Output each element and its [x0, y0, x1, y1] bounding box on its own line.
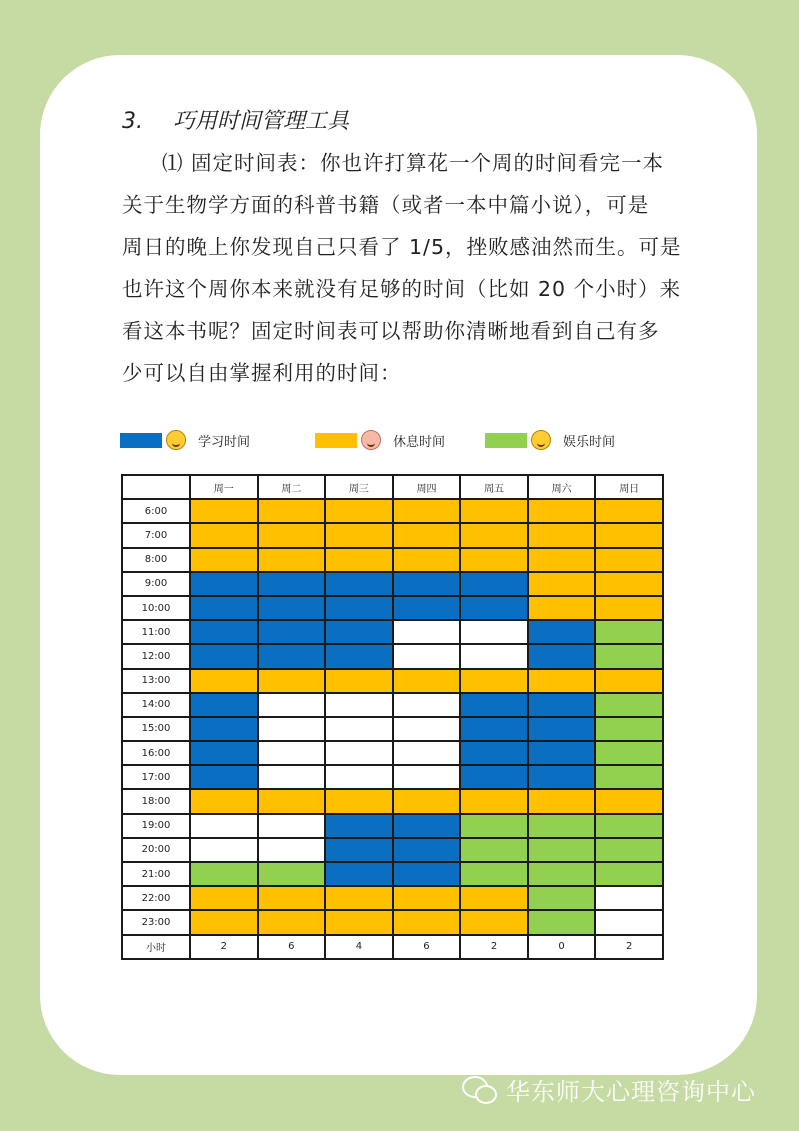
schedule-row: [122, 814, 663, 838]
paragraph-line: 也许这个周你本来就没有足够的时间（比如 20 个小时）来: [122, 277, 682, 301]
schedule-cell: [258, 765, 326, 789]
schedule-cell: [393, 789, 461, 813]
schedule-cell: [393, 910, 461, 934]
legend-label: 学习时间: [198, 434, 251, 450]
schedule-row: [122, 669, 663, 693]
schedule-cell: [325, 596, 393, 620]
header-row: [122, 475, 663, 499]
schedule-cell: [595, 693, 663, 717]
schedule-cell: [190, 572, 258, 596]
hours-value: 6: [393, 935, 461, 959]
schedule-cell: [528, 862, 596, 886]
schedule-cell: [258, 596, 326, 620]
pig-face-icon: [361, 430, 381, 450]
time-label: 10:00: [122, 596, 190, 620]
schedule-cell: [258, 620, 326, 644]
schedule-row: [122, 548, 663, 572]
time-label: 15:00: [122, 717, 190, 741]
schedule-cell: [460, 717, 528, 741]
schedule-cell: [190, 741, 258, 765]
schedule-cell: [258, 693, 326, 717]
paragraph-line: 关于生物学方面的科普书籍（或者一本中篇小说），可是: [122, 193, 650, 217]
section-number: 3.: [122, 109, 143, 134]
day-header: 周六: [528, 475, 596, 499]
watermark: [462, 1072, 756, 1107]
schedule-cell: [393, 838, 461, 862]
time-label: 7:00: [122, 523, 190, 547]
day-header: 周日: [595, 475, 663, 499]
paragraph-line: 少可以自由掌握利用的时间：: [122, 361, 402, 385]
schedule-row: [122, 499, 663, 523]
schedule-cell: [393, 523, 461, 547]
hours-value: 4: [325, 935, 393, 959]
schedule-cell: [460, 572, 528, 596]
schedule-cell: [393, 741, 461, 765]
schedule-cell: [258, 862, 326, 886]
schedule-cell: [190, 717, 258, 741]
schedule-cell: [393, 669, 461, 693]
schedule-cell: [528, 499, 596, 523]
schedule-cell: [595, 644, 663, 668]
schedule-cell: [190, 596, 258, 620]
legend-swatch: [485, 433, 527, 448]
schedule-row: [122, 572, 663, 596]
legend-label: 娱乐时间: [563, 434, 616, 450]
schedule-cell: [393, 814, 461, 838]
schedule-cell: [460, 886, 528, 910]
time-label: 9:00: [122, 572, 190, 596]
schedule-cell: [258, 886, 326, 910]
schedule-cell: [460, 789, 528, 813]
schedule-cell: [460, 596, 528, 620]
schedule-cell: [393, 862, 461, 886]
schedule-cell: [325, 765, 393, 789]
schedule-cell: [595, 523, 663, 547]
schedule-cell: [528, 572, 596, 596]
schedule-cell: [325, 789, 393, 813]
time-label: 16:00: [122, 741, 190, 765]
schedule-row: [122, 644, 663, 668]
schedule-cell: [258, 789, 326, 813]
day-header: 周四: [393, 475, 461, 499]
schedule-cell: [190, 644, 258, 668]
schedule-cell: [528, 741, 596, 765]
schedule-cell: [325, 741, 393, 765]
schedule-row: [122, 765, 663, 789]
schedule-cell: [460, 644, 528, 668]
schedule-cell: [393, 717, 461, 741]
schedule-cell: [595, 910, 663, 934]
time-label: 13:00: [122, 669, 190, 693]
schedule-cell: [528, 814, 596, 838]
hours-value: 6: [258, 935, 326, 959]
schedule-cell: [190, 548, 258, 572]
time-label: 18:00: [122, 789, 190, 813]
schedule-cell: [325, 814, 393, 838]
schedule-cell: [595, 572, 663, 596]
schedule-cell: [528, 910, 596, 934]
schedule-row: [122, 717, 663, 741]
schedule-cell: [393, 693, 461, 717]
legend-item-study: [120, 430, 250, 450]
schedule-cell: [528, 789, 596, 813]
schedule-row: [122, 862, 663, 886]
schedule-cell: [190, 669, 258, 693]
schedule-cell: [528, 693, 596, 717]
time-label: 19:00: [122, 814, 190, 838]
schedule-row: [122, 789, 663, 813]
schedule-cell: [258, 741, 326, 765]
schedule-cell: [258, 814, 326, 838]
hours-row: [122, 935, 663, 959]
schedule-cell: [190, 765, 258, 789]
wechat-icon: [462, 1076, 496, 1104]
hours-value: 2: [595, 935, 663, 959]
schedule-cell: [528, 596, 596, 620]
schedule-cell: [190, 838, 258, 862]
corner-cell: [122, 475, 190, 499]
schedule-cell: [325, 499, 393, 523]
schedule-cell: [528, 644, 596, 668]
schedule-row: [122, 693, 663, 717]
schedule-cell: [595, 499, 663, 523]
legend-label: 休息时间: [393, 434, 446, 450]
schedule-row: [122, 741, 663, 765]
legend-swatch: [315, 433, 357, 448]
schedule-cell: [595, 814, 663, 838]
hours-value: 0: [528, 935, 596, 959]
schedule-cell: [325, 910, 393, 934]
schedule-cell: [325, 669, 393, 693]
time-label: 11:00: [122, 620, 190, 644]
grin-face-icon: [531, 430, 551, 450]
schedule-cell: [460, 620, 528, 644]
schedule-cell: [595, 741, 663, 765]
section-heading: [122, 104, 349, 135]
schedule-row: [122, 523, 663, 547]
section-title: 巧用时间管理工具: [173, 109, 350, 134]
schedule-cell: [393, 620, 461, 644]
schedule-row: [122, 838, 663, 862]
schedule-cell: [460, 814, 528, 838]
schedule-cell: [325, 886, 393, 910]
schedule-cell: [190, 789, 258, 813]
time-label: 12:00: [122, 644, 190, 668]
schedule-cell: [258, 717, 326, 741]
schedule-cell: [595, 620, 663, 644]
angry-face-icon: [166, 430, 186, 450]
schedule-row: [122, 620, 663, 644]
schedule-cell: [595, 717, 663, 741]
schedule-cell: [258, 572, 326, 596]
schedule-cell: [393, 886, 461, 910]
schedule-cell: [258, 910, 326, 934]
day-header: 周三: [325, 475, 393, 499]
schedule-cell: [325, 693, 393, 717]
schedule-cell: [393, 499, 461, 523]
schedule-cell: [325, 838, 393, 862]
schedule-cell: [595, 862, 663, 886]
schedule-cell: [258, 669, 326, 693]
hours-label: 小时: [122, 935, 190, 959]
schedule-cell: [460, 765, 528, 789]
schedule-cell: [528, 620, 596, 644]
legend: [120, 430, 680, 460]
schedule-cell: [258, 499, 326, 523]
schedule-cell: [190, 523, 258, 547]
time-label: 23:00: [122, 910, 190, 934]
schedule-cell: [190, 862, 258, 886]
schedule-cell: [190, 886, 258, 910]
time-label: 14:00: [122, 693, 190, 717]
schedule-cell: [190, 693, 258, 717]
schedule-cell: [393, 548, 461, 572]
schedule-cell: [460, 838, 528, 862]
schedule-table: [121, 474, 664, 960]
time-label: 20:00: [122, 838, 190, 862]
schedule-cell: [595, 789, 663, 813]
schedule-cell: [460, 548, 528, 572]
schedule-cell: [190, 620, 258, 644]
schedule-cell: [528, 717, 596, 741]
schedule-cell: [190, 910, 258, 934]
schedule-cell: [595, 669, 663, 693]
legend-item-rest: [315, 430, 445, 450]
hours-value: 2: [460, 935, 528, 959]
schedule-cell: [258, 523, 326, 547]
schedule-cell: [190, 499, 258, 523]
schedule-cell: [325, 572, 393, 596]
schedule-cell: [393, 596, 461, 620]
legend-item-fun: [485, 430, 615, 450]
schedule-cell: [325, 523, 393, 547]
schedule-cell: [460, 669, 528, 693]
time-label: 8:00: [122, 548, 190, 572]
schedule-cell: [325, 862, 393, 886]
watermark-text: 华东师大心理咨询中心: [506, 1078, 756, 1106]
schedule-cell: [325, 644, 393, 668]
schedule-cell: [258, 548, 326, 572]
time-label: 17:00: [122, 765, 190, 789]
day-header: 周二: [258, 475, 326, 499]
paragraph-line: ⑴ 固定时间表：你也许打算花一个周的时间看完一本: [162, 151, 665, 175]
paragraph-line: 周日的晚上你发现自己只看了 1/5，挫败感油然而生。可是: [122, 235, 682, 259]
schedule-cell: [460, 741, 528, 765]
schedule-cell: [190, 814, 258, 838]
schedule-cell: [595, 886, 663, 910]
schedule-cell: [325, 620, 393, 644]
paragraph-line: 看这本书呢？固定时间表可以帮助你清晰地看到自己有多: [122, 319, 660, 343]
schedule-cell: [528, 886, 596, 910]
schedule-cell: [460, 499, 528, 523]
schedule-cell: [258, 838, 326, 862]
schedule-cell: [528, 548, 596, 572]
schedule-cell: [460, 693, 528, 717]
schedule-cell: [393, 765, 461, 789]
schedule-cell: [528, 838, 596, 862]
day-header: 周五: [460, 475, 528, 499]
schedule-cell: [460, 523, 528, 547]
schedule-cell: [325, 548, 393, 572]
schedule-cell: [393, 572, 461, 596]
schedule-cell: [595, 548, 663, 572]
time-label: 21:00: [122, 862, 190, 886]
schedule-row: [122, 596, 663, 620]
schedule-row: [122, 886, 663, 910]
schedule-cell: [528, 523, 596, 547]
schedule-cell: [595, 596, 663, 620]
time-label: 22:00: [122, 886, 190, 910]
schedule-cell: [393, 644, 461, 668]
schedule-cell: [258, 644, 326, 668]
schedule-cell: [528, 765, 596, 789]
legend-swatch: [120, 433, 162, 448]
schedule-cell: [595, 765, 663, 789]
schedule-cell: [528, 669, 596, 693]
schedule-cell: [325, 717, 393, 741]
schedule-row: [122, 910, 663, 934]
schedule-cell: [460, 910, 528, 934]
schedule-cell: [460, 862, 528, 886]
day-header: 周一: [190, 475, 258, 499]
time-label: 6:00: [122, 499, 190, 523]
hours-value: 2: [190, 935, 258, 959]
intro-paragraph: [122, 142, 682, 394]
schedule-cell: [595, 838, 663, 862]
